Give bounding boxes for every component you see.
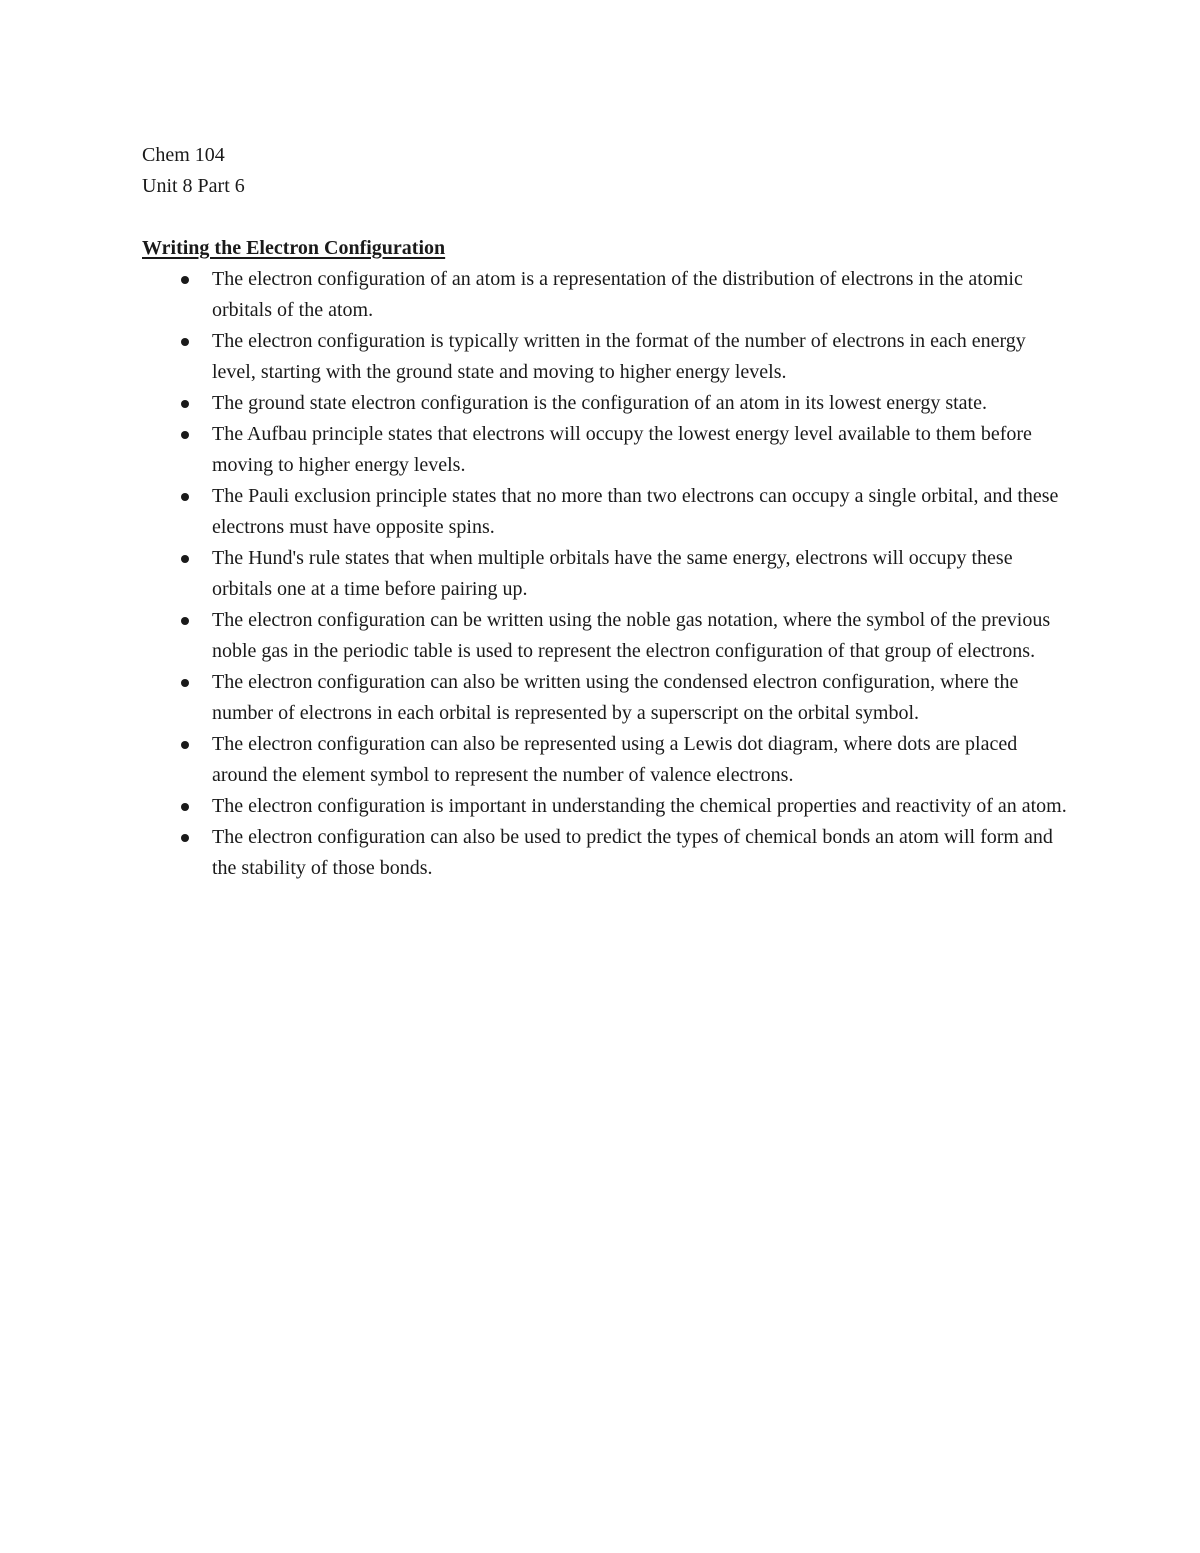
- list-item: [142, 729, 1072, 791]
- bullet-icon: [181, 741, 189, 749]
- unit-label: Unit 8 Part 6: [142, 175, 245, 197]
- course-title: Chem 104: [142, 144, 225, 166]
- list-item: [142, 543, 1072, 605]
- bullet-icon: [181, 803, 189, 811]
- list-item: [142, 481, 1072, 543]
- list-item: [142, 791, 1072, 822]
- section-heading: Writing the Electron Configuration: [142, 237, 446, 259]
- list-item-text: The electron configuration can also be written using the condensed electron configuration, where the number of electrons in each orbital is represented by a superscript on the orbital symbol.: [212, 671, 1019, 724]
- list-item: [142, 419, 1072, 481]
- list-item: [142, 605, 1072, 667]
- list-item: [142, 326, 1072, 388]
- list-item-text: The electron configuration of an atom is a representation of the distribution of electrons in the atomic orbitals of the atom.: [212, 268, 1023, 321]
- bullet-icon: [181, 617, 189, 625]
- list-item: [142, 822, 1072, 884]
- bullet-icon: [181, 834, 189, 842]
- list-item-text: The ground state electron configuration is the configuration of an atom in its lowest energy state.: [212, 392, 987, 414]
- list-item-text: The electron configuration can also be used to predict the types of chemical bonds an atom will form and the stability of those bonds.: [212, 826, 1053, 879]
- list-item-text: The electron configuration can be written using the noble gas notation, where the symbol of the previous noble gas in the periodic table is used to represent the electron configuration of that group of electrons.: [212, 609, 1051, 662]
- list-item: [142, 667, 1072, 729]
- bullet-icon: [181, 493, 189, 501]
- bullet-icon: [181, 338, 189, 346]
- bullet-icon: [181, 555, 189, 563]
- list-item-text: The Aufbau principle states that electrons will occupy the lowest energy level available to them before moving to higher energy levels.: [212, 423, 1032, 476]
- list-item: [142, 388, 1072, 419]
- bullet-icon: [181, 400, 189, 408]
- list-item-text: The Hund's rule states that when multiple orbitals have the same energy, electrons will occupy these orbitals one at a time before pairing up.: [212, 547, 1013, 600]
- list-item-text: The electron configuration is typically written in the format of the number of electrons in each energy level, starting with the ground state and moving to higher energy levels.: [212, 330, 1026, 383]
- spacer: [142, 202, 1072, 233]
- bullet-list: [142, 264, 1072, 884]
- bullet-icon: [181, 431, 189, 439]
- bullet-icon: [181, 276, 189, 284]
- list-item: [142, 264, 1072, 326]
- bullet-icon: [181, 679, 189, 687]
- list-item-text: The electron configuration can also be represented using a Lewis dot diagram, where dots are placed around the element symbol to represent the number of valence electrons.: [212, 733, 1018, 786]
- list-item-text: The Pauli exclusion principle states that no more than two electrons can occupy a single orbital, and these electrons must have opposite spins.: [212, 485, 1059, 538]
- document-page: [142, 140, 1072, 884]
- list-item-text: The electron configuration is important in understanding the chemical properties and reactivity of an atom.: [212, 795, 1067, 817]
